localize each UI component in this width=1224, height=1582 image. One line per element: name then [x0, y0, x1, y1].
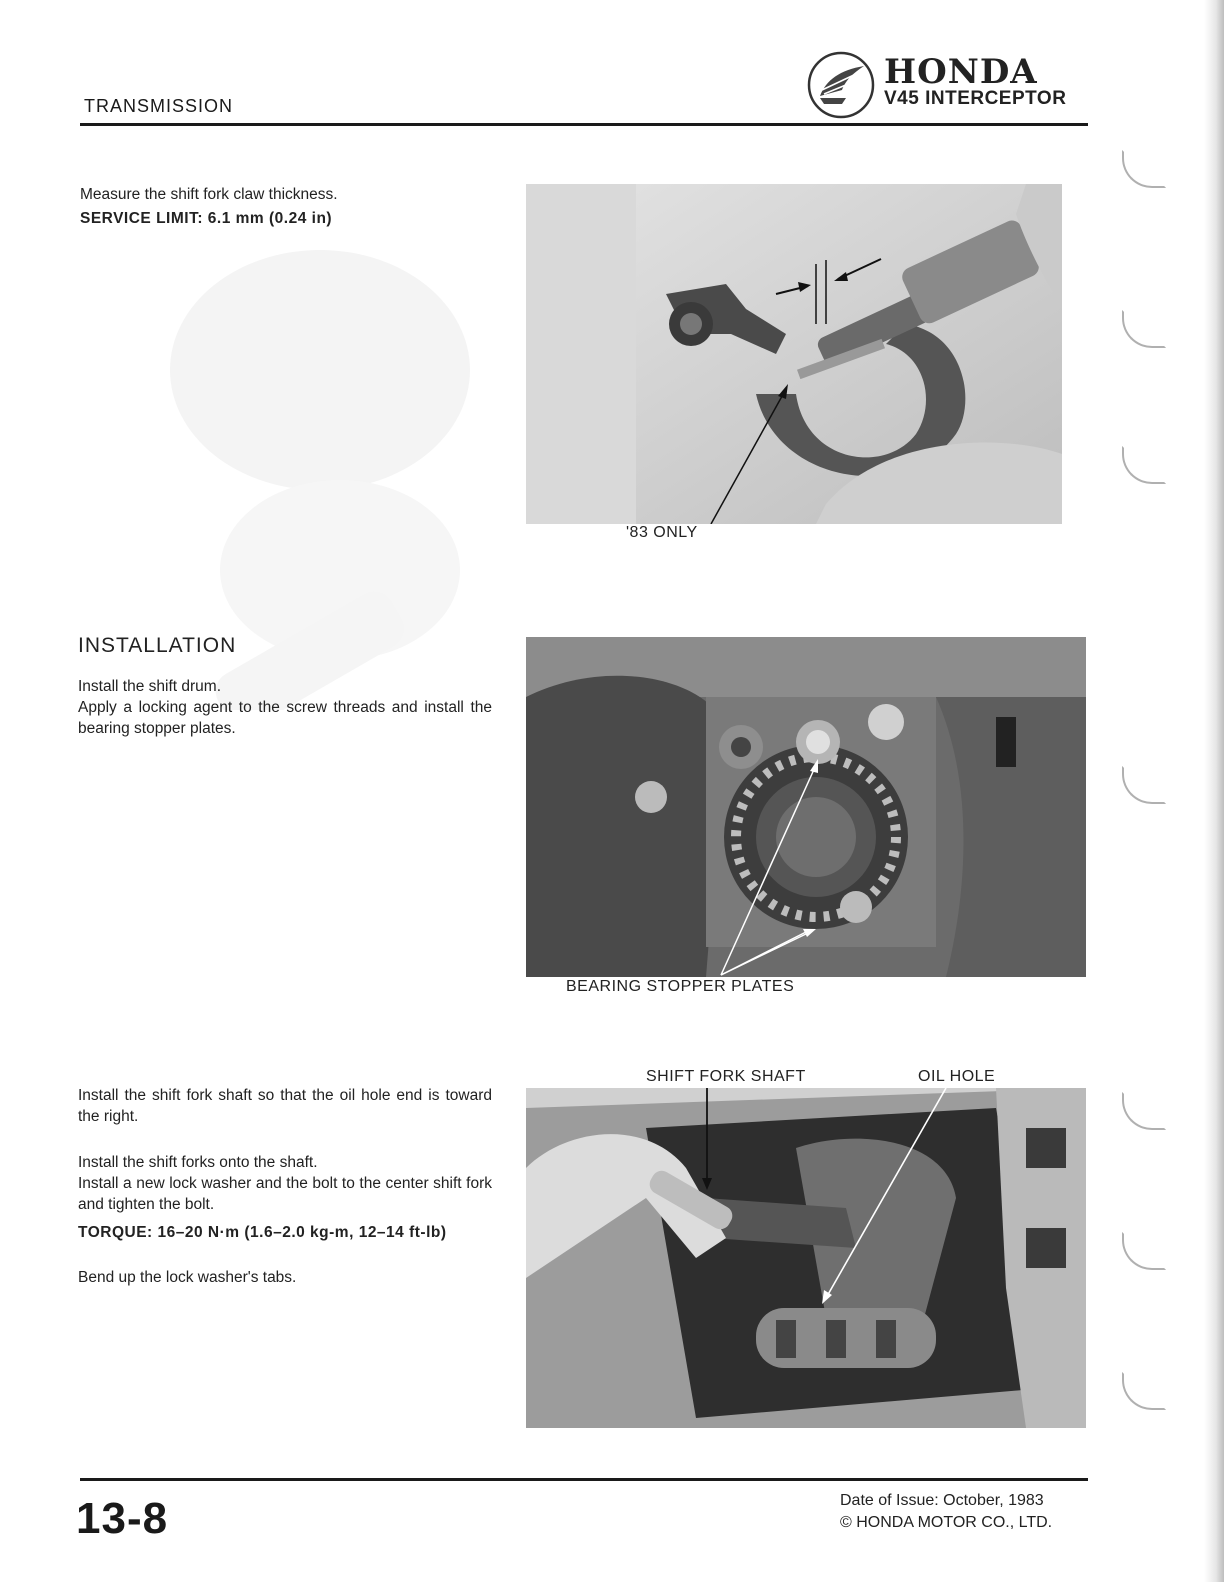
apply-locking-agent: Apply a locking agent to the screw threads and install the bearing stopper plates.	[78, 699, 492, 737]
show-through-watermark	[150, 190, 510, 710]
wing-logo-icon	[806, 50, 876, 120]
binder-ring	[1122, 1372, 1166, 1410]
page-number: 13-8	[76, 1494, 169, 1543]
issue-date: Date of Issue: October, 1983	[840, 1492, 1044, 1509]
bend-lock-washer-tabs: Bend up the lock washer's tabs.	[78, 1269, 297, 1286]
installation-heading: INSTALLATION	[78, 634, 237, 657]
install-shift-fork-shaft: Install the shift fork shaft so that the oil hole end is toward the right.	[78, 1087, 492, 1125]
torque-value: 16–20 N·m (1.6–2.0 kg-m, 12–14 ft-lb)	[157, 1224, 447, 1241]
binder-ring	[1122, 310, 1166, 348]
service-limit-label: SERVICE LIMIT:	[80, 210, 203, 227]
torque-label: TORQUE:	[78, 1224, 153, 1241]
binder-edge	[1204, 0, 1224, 1582]
bearing-stopper-photo	[526, 637, 1086, 977]
install-shift-drum: Install the shift drum.	[78, 678, 222, 695]
binder-ring	[1122, 1232, 1166, 1270]
install-lock-washer: Install a new lock washer and the bolt to the center shift fork and tighten the bolt.	[78, 1175, 492, 1213]
brand-model: V45 INTERCEPTOR	[884, 88, 1067, 109]
install-shift-forks: Install the shift forks onto the shaft.	[78, 1154, 318, 1171]
service-limit-value: 6.1 mm (0.24 in)	[207, 210, 333, 227]
binder-ring	[1122, 1092, 1166, 1130]
binder-ring	[1122, 766, 1166, 804]
callout-shift-fork-shaft: SHIFT FORK SHAFT	[646, 1068, 806, 1085]
measure-instruction: Measure the shift fork claw thickness.	[80, 186, 338, 203]
photo-caption-bearing-stopper-plates: BEARING STOPPER PLATES	[566, 978, 795, 995]
shift-fork-shaft-photo	[526, 1088, 1086, 1428]
service-limit	[80, 210, 332, 228]
torque-spec	[78, 1224, 447, 1242]
header-rule	[80, 123, 1088, 126]
photo-caption-83-only: '83 ONLY	[626, 524, 698, 541]
copyright: © HONDA MOTOR CO., LTD.	[840, 1514, 1053, 1531]
binder-ring	[1122, 150, 1166, 188]
footer-rule	[80, 1478, 1088, 1481]
callout-oil-hole: OIL HOLE	[918, 1068, 996, 1085]
section-title: TRANSMISSION	[84, 96, 234, 116]
binder-ring	[1122, 446, 1166, 484]
brand-name: HONDA	[884, 52, 1038, 92]
micrometer-photo	[526, 184, 1062, 524]
